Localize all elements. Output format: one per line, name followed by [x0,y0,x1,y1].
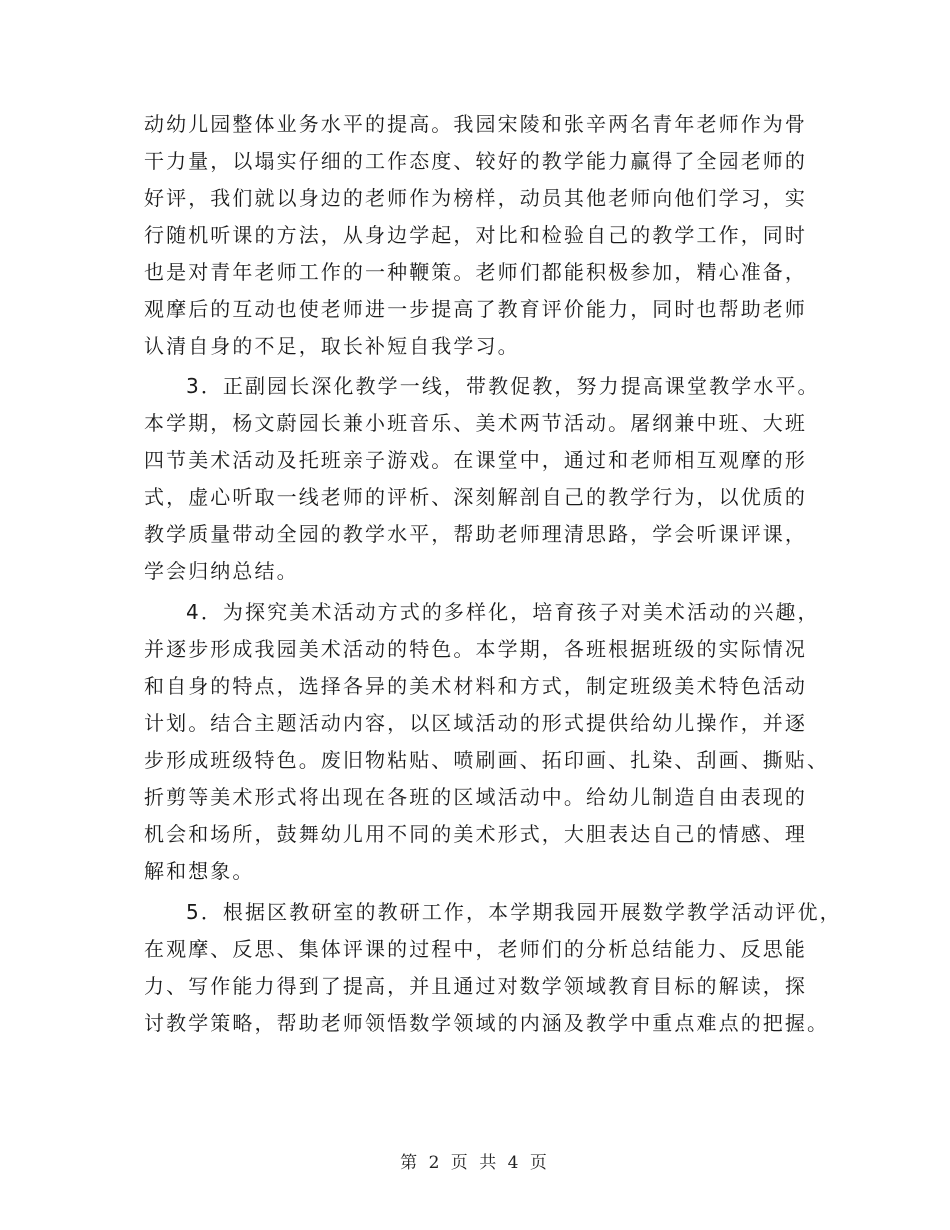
text-line: 并逐步形成我园美术活动的特色。本学期，各班根据班级的实际情况 [144,637,807,661]
text-line: 学会归纳总结。 [144,559,299,583]
text-line: 计划。结合主题活动内容，以区域活动的形式提供给幼儿操作，并逐 [144,711,807,735]
text-line: 式，虚心听取一线老师的评析、深刻解剖自己的教学行为，以优质的 [144,485,807,509]
text-line: 力、写作能力得到了提高，并且通过对数学领域教育目标的解读，探 [144,974,807,998]
text-line: 教学质量带动全园的教学水平，帮助老师理清思路，学会听课评课， [144,522,807,546]
text-line: 四节美术活动及托班亲子游戏。在课堂中，通过和老师相互观摩的形 [144,448,807,472]
text-line: 解和想象。 [144,859,255,883]
text-line: 折剪等美术形式将出现在各班的区域活动中。给幼儿制造自由表现的 [144,785,807,809]
text-line: 动幼儿园整体业务水平的提高。我园宋陵和张辛两名青年老师作为骨 [144,112,807,136]
text-line: 认清自身的不足，取长补短自我学习。 [144,334,520,358]
page-number-footer: 第 2 页 共 4 页 [400,1153,550,1173]
paragraph-4-first-line: 4．为探究美术活动方式的多样化，培育孩子对美术活动的兴趣， [186,600,820,624]
text-line: 干力量，以塌实仔细的工作态度、较好的教学能力赢得了全园老师的 [144,149,807,173]
text-line: 在观摩、反思、集体评课的过程中，老师们的分析总结能力、反思能 [144,937,807,961]
text-line: 讨教学策略，帮助老师领悟数学领域的内涵及教学中重点难点的把握。 [144,1011,830,1035]
paragraph-5-first-line: 5．根据区教研室的教研工作，本学期我园开展数学教学活动评优， [186,900,842,924]
text-line: 和自身的特点，选择各异的美术材料和方式，制定班级美术特色活动 [144,674,807,698]
text-line: 观摩后的互动也使老师进一步提高了教育评价能力，同时也帮助老师 [144,297,807,321]
text-line: 也是对青年老师工作的一种鞭策。老师们都能积极参加，精心准备， [144,260,807,284]
paragraph-3-first-line: 3．正副园长深化教学一线，带教促教，努力提高课堂教学水平。 [186,374,820,398]
text-line: 好评，我们就以身边的老师作为榜样，动员其他老师向他们学习，实 [144,186,807,210]
text-line: 本学期，杨文蔚园长兼小班音乐、美术两节活动。屠纲兼中班、大班 [144,411,807,435]
text-line: 步形成班级特色。废旧物粘贴、喷刷画、拓印画、扎染、刮画、撕贴、 [144,748,830,772]
text-line: 机会和场所，鼓舞幼儿用不同的美术形式，大胆表达自己的情感、理 [144,822,807,846]
text-line: 行随机听课的方法，从身边学起，对比和检验自己的教学工作，同时 [144,223,807,247]
